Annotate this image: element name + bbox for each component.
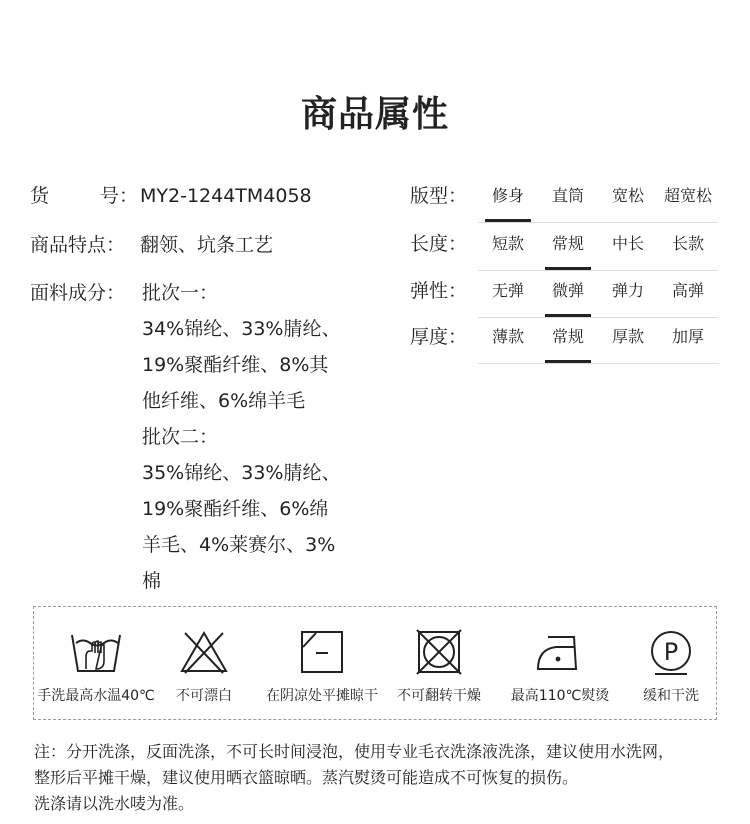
length-option: 常规 [538,232,598,256]
note-line: 整形后平摊干燥，建议使用晒衣篮晾晒。蒸汽熨烫可能造成不可恢复的损伤。 [34,768,579,787]
feature-value: 翻领、坑条工艺 [140,234,274,256]
fit-options [478,184,718,223]
material-label: 面料成分： [30,282,126,304]
fit-option: 直筒 [551,186,584,205]
fit-label: 版型： [410,185,468,207]
sku-label-part2: 号： [100,185,139,207]
iron-110-icon [534,629,586,675]
dry-flat-shade-icon [298,629,346,675]
material-line: 批次一： [142,282,219,304]
thickness-option: 薄款 [491,327,524,346]
care-label: 最高110℃熨烫 [510,688,610,704]
thickness-option: 加厚 [671,327,704,346]
elasticity-option: 弹力 [611,281,644,300]
material-line: 羊毛、4%莱赛尔、3% [142,534,336,556]
care-label: 手洗最高水温40℃ [37,688,155,704]
note-line: 洗涤请以洗水唛为准。 [34,794,195,813]
hand-wash-icon [70,629,122,675]
care-label: 不可翻转干燥 [397,688,481,704]
length-option: 短款 [491,234,524,253]
no-tumble-dry-icon [415,629,463,675]
sku-label-part1: 货 [30,185,50,207]
elasticity-option: 微弹 [538,279,598,303]
material-line: 棉 [142,570,162,592]
fit-option: 修身 [478,184,538,208]
care-label: 在阴凉处平摊晾干 [266,688,378,704]
material-line: 他纤维、6%绵羊毛 [142,390,306,412]
care-label: 缓和干洗 [643,688,699,704]
thickness-options [478,325,718,364]
care-item-no-tumble [369,607,509,719]
svg-text:P: P [663,638,679,666]
material-line: 35%锦纶、33%腈纶、 [142,462,341,484]
thickness-label: 厚度： [410,326,468,348]
no-bleach-icon [179,629,229,675]
material-composition [142,281,340,605]
thickness-option: 厚款 [611,327,644,346]
material-line: 19%聚酯纤维、8%其 [142,354,329,376]
length-option: 长款 [671,234,704,253]
elasticity-options [478,279,718,318]
gentle-dry-clean-icon [647,629,695,677]
care-label: 不可漂白 [176,688,232,704]
material-line: 34%锦纶、33%腈纶、 [142,318,341,340]
elasticity-label: 弹性： [410,280,468,302]
length-label: 长度： [410,233,468,255]
care-instructions-box [33,606,717,720]
note-line: 注：分开洗涤，反面洗涤，不可长时间浸泡，使用专业毛衣洗涤液洗涤，建议使用水洗网， [34,742,675,761]
length-options [478,232,718,271]
care-item-dry-clean [601,607,741,719]
elasticity-option: 高弹 [671,281,704,300]
material-line: 批次二： [142,426,219,448]
feature-label: 商品特点： [30,234,126,256]
material-line: 19%聚酯纤维、6%绵 [142,498,329,520]
page-title: 商品属性 [300,94,449,135]
thickness-option: 常规 [538,325,598,349]
fit-option: 超宽松 [663,186,712,205]
sku-value: MY2-1244TM4058 [140,185,312,207]
length-option: 中长 [611,234,644,253]
elasticity-option: 无弹 [491,281,524,300]
fit-option: 宽松 [611,186,644,205]
